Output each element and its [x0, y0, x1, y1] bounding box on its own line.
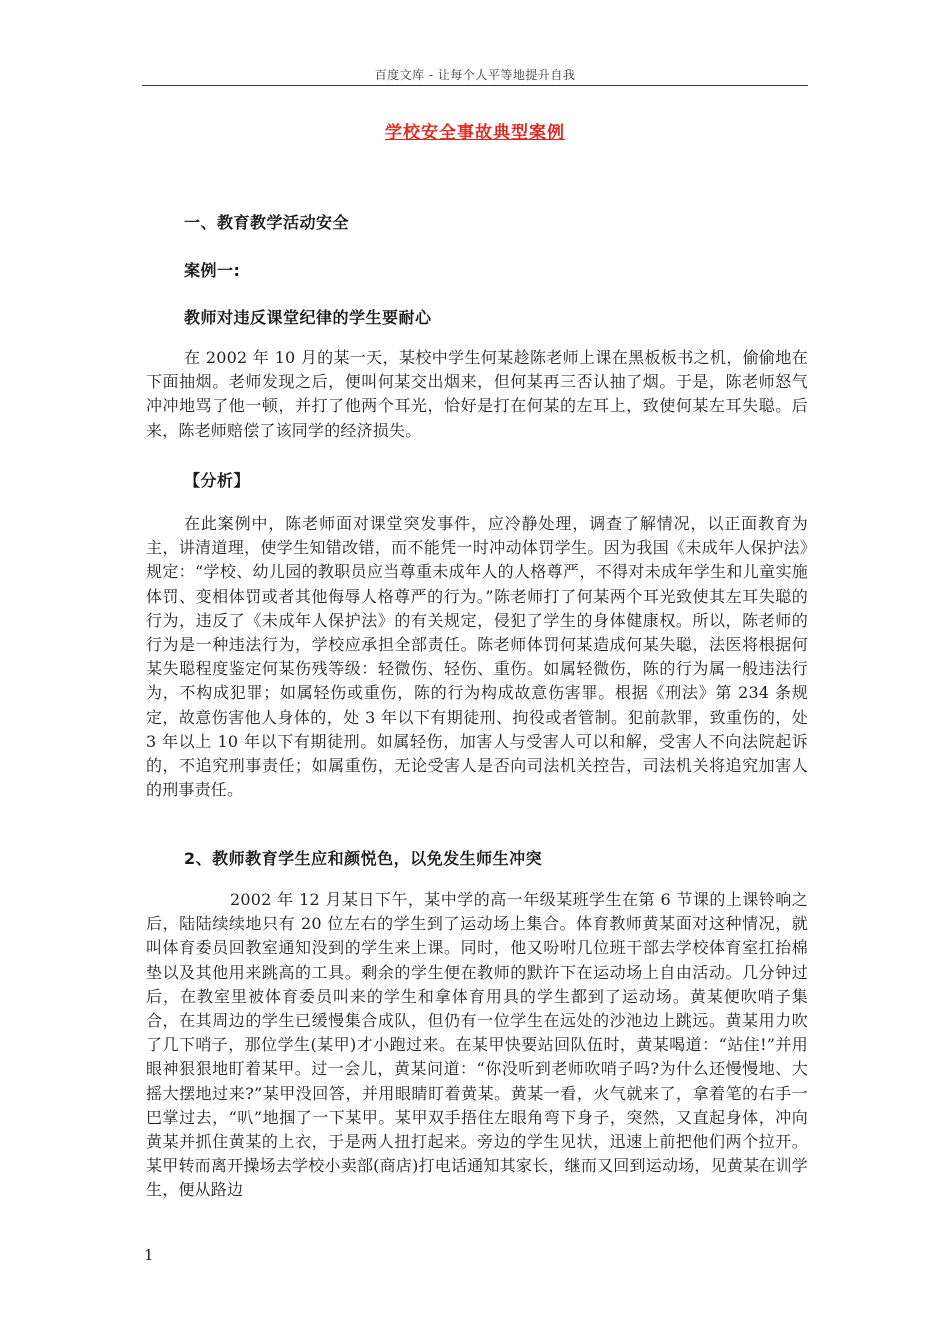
case2-heading: 2、教师教育学生应和颜悦色，以免发生师生冲突 [184, 849, 543, 868]
analysis-paragraph: 在此案例中，陈老师面对课堂突发事件，应冷静处理，调查了解情况，以正面教育为主，讲清道理，使学生知错改错，而不能凭一时冲动体罚学生。因为我国《未成年人保护法》规定：“学校、幼儿园的教职员应当尊重未成年人的人格尊严，不得对未成年学生和儿童实施体罚、变相体罚或者其他侮辱人格尊严的行为。”陈老师打了何某两个耳光致使其左耳失聪的行为，违反了《未成年人保护法》的有关规定，侵犯了学生的身体健康权。所以，陈老师的行为是一种违法行为，学校应承担全部责任。陈老师体罚何某造成何某失聪，法医将根据何某失聪程度鉴定何某伤残等级：轻微伤、轻伤、重伤。如属轻微伤，陈的行为属一般违法行为，不构成犯罪；如属轻伤或重伤，陈的行为构成故意伤害罪。根据《刑法》第 234 条规定，故意伤害他人身体的，处 3 年以下有期徒刑、拘役或者管制。犯前款罪，致重伤的，处 3 年以上 10 年以下有期徒刑。如属轻伤，加害人与受害人可以和解，受害人不向法院起诉的，不追究刑事责任；如属重伤，无论受害人是否向司法机关控告，司法机关将追究加害人的刑事责任。 [146, 514, 808, 800]
case-label: 案例一: [184, 261, 241, 280]
document-title: 学校安全事故典型案例 [385, 123, 565, 143]
header-divider [142, 85, 808, 86]
case2-paragraph: 2002 年 12 月某日下午，某中学的高一年级某班学生在第 6 节课的上课铃响之后，陆陆续续地只有 20 位左右的学生到了运动场上集合。体育教师黄某面对这种情况，就叫体育委员回教室通知没到的学生来上课。同时，他又吩咐几位班干部去学校体育室扛抬棉垫以及其他用来跳高的工具。剩余的学生便在教师的默许下在运动场上自由活动。几分钟过后，在教室里被体育委员叫来的学生和拿体育用具的学生都到了运动场。黄某便吹哨子集合，在其周边的学生已缓慢集合成队，但仍有一位学生在远处的沙池边上跳远。黄某用力吹了几下哨子，那位学生(某甲)才小跑过来。在某甲快要站回队伍时，黄某喝道：“站住!”并用眼神狠狠地盯着某甲。过一会儿，黄某问道：“你没听到老师吹哨子吗?为什么还慢慢地、大摇大摆地过来?”某甲没回答，并用眼睛盯着黄某。黄某一看，火气就来了，拿着笔的右手一巴掌过去，“叭”地掴了一下某甲。某甲双手捂住左眼角弯下身子，突然，又直起身体，冲向黄某并抓住黄某的上衣，于是两人扭打起来。旁边的学生见状，迅速上前把他们两个拉开。某甲转而离开操场去学校小卖部(商店)打电话通知其家长，继而又回到运动场，见黄某在训学生，便从路边 [146, 890, 808, 1200]
page-header: 百度文库 - 让每个人平等地提升自我 [374, 68, 576, 82]
case-paragraph: 在 2002 年 10 月的某一天，某校中学生何某趁陈老师上课在黑板板书之机，偷偷地在下面抽烟。老师发现之后，便叫何某交出烟来，但何某再三否认抽了烟。于是，陈老师怒气冲冲地骂了他一顿，并打了他两个耳光，恰好是打在何某的左耳上，致使何某左耳失聪。后来，陈老师赔偿了该同学的经济损失。 [146, 348, 808, 440]
section-heading: 一、教育教学活动安全 [184, 213, 350, 232]
case-title: 教师对违反课堂纪律的学生要耐心 [184, 308, 432, 327]
analysis-label: 【分析】 [184, 471, 251, 490]
page-number: 1 [144, 1246, 154, 1264]
